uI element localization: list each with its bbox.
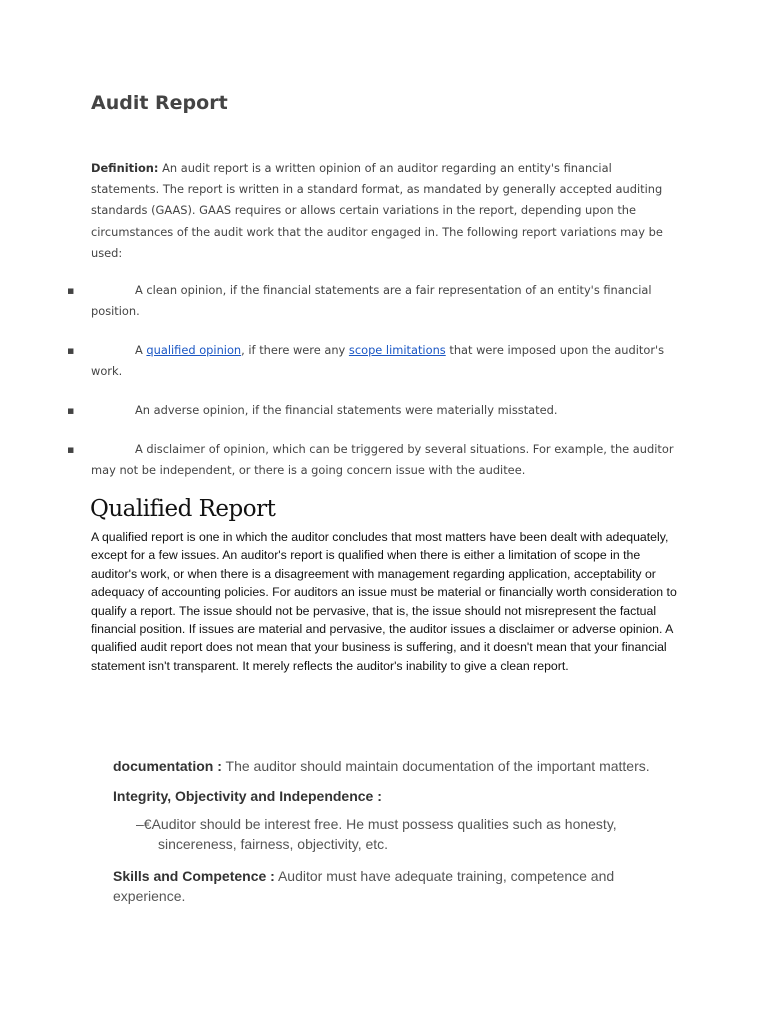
skills-item	[113, 866, 653, 906]
list-item-text: A	[135, 343, 147, 357]
integrity-text-line-2: sincereness, fairness, objectivity, etc.	[158, 836, 389, 852]
integrity-heading	[113, 786, 653, 806]
list-item-text: A clean opinion, if the financial statements are a fair representation of an entity's financial position.	[91, 283, 652, 319]
integrity-bullet: –€	[136, 816, 152, 832]
qualified-report-body: A qualified report is one in which the auditor concludes that most matters have been dealt with adequately, except for a few issues. An auditor's report is qualified when there is either a limitation of scope in the auditor's work, or when there is a disagreement with management regarding application, acceptability or adequacy of accounting policies. For auditors an issue must be material or financially worth consideration to qualify a report. The issue should not be pervasive, that is, the issue should not misrepresent the factual financial position. If issues are material and pervasive, the auditor issues a disclaimer or adverse opinion. A qualified audit report does not mean that your business is suffering, and it doesn't mean that your financial statement isn't transparent. It merely reflects the auditor's inability to give a clean report.	[91, 530, 677, 673]
list-item-text: that were imposed upon the auditor's work.	[91, 343, 665, 379]
bullet-icon: ▪	[67, 404, 75, 417]
definition-text: An audit report is a written opinion of an auditor regarding an entity's financial statements. The report is written in a standard format, as mandated by generally accepted auditing standards (GAAS). GAAS requires or allows certain variations in the report, depending upon the circumstances of the audit work that the auditor engaged in. The following report variations may be used:	[91, 161, 663, 260]
page-title: Audit Report	[91, 92, 228, 114]
integrity-label: Integrity, Objectivity and Independence :	[113, 788, 382, 804]
qualified-report-heading: Qualified Report	[90, 496, 276, 522]
definition-label: Definition:	[91, 161, 159, 175]
list-item-text: , if there were any	[241, 343, 349, 357]
documentation-text: The auditor should maintain documentation of the important matters.	[221, 758, 650, 774]
bullet-icon: ▪	[67, 284, 75, 297]
skills-text: Auditor must have adequate training, competence and experience.	[113, 868, 615, 904]
list-item-text: A disclaimer of opinion, which can be triggered by several situations. For example, the auditor may not be independent, or there is a going concern issue with the auditee.	[91, 442, 674, 478]
scope-limitations-link[interactable]: scope limitations	[348, 343, 446, 357]
integrity-item	[136, 814, 636, 854]
list-item	[67, 400, 681, 421]
list-item-text: An adverse opinion, if the financial statements were materially misstated.	[135, 403, 558, 417]
bullet-icon: ▪	[67, 344, 75, 357]
skills-label: Skills and Competence :	[113, 868, 275, 884]
list-item	[67, 340, 681, 382]
list-item	[67, 439, 681, 481]
list-item	[67, 280, 681, 322]
qualified-opinion-link[interactable]: qualified opinion	[146, 343, 242, 357]
integrity-text-line-1: Auditor should be interest free. He must possess qualities such as honesty,	[151, 816, 617, 832]
documentation-item	[113, 756, 653, 776]
bullet-icon: ▪	[67, 443, 75, 456]
definition-paragraph	[91, 158, 681, 264]
documentation-label: documentation :	[113, 758, 222, 774]
